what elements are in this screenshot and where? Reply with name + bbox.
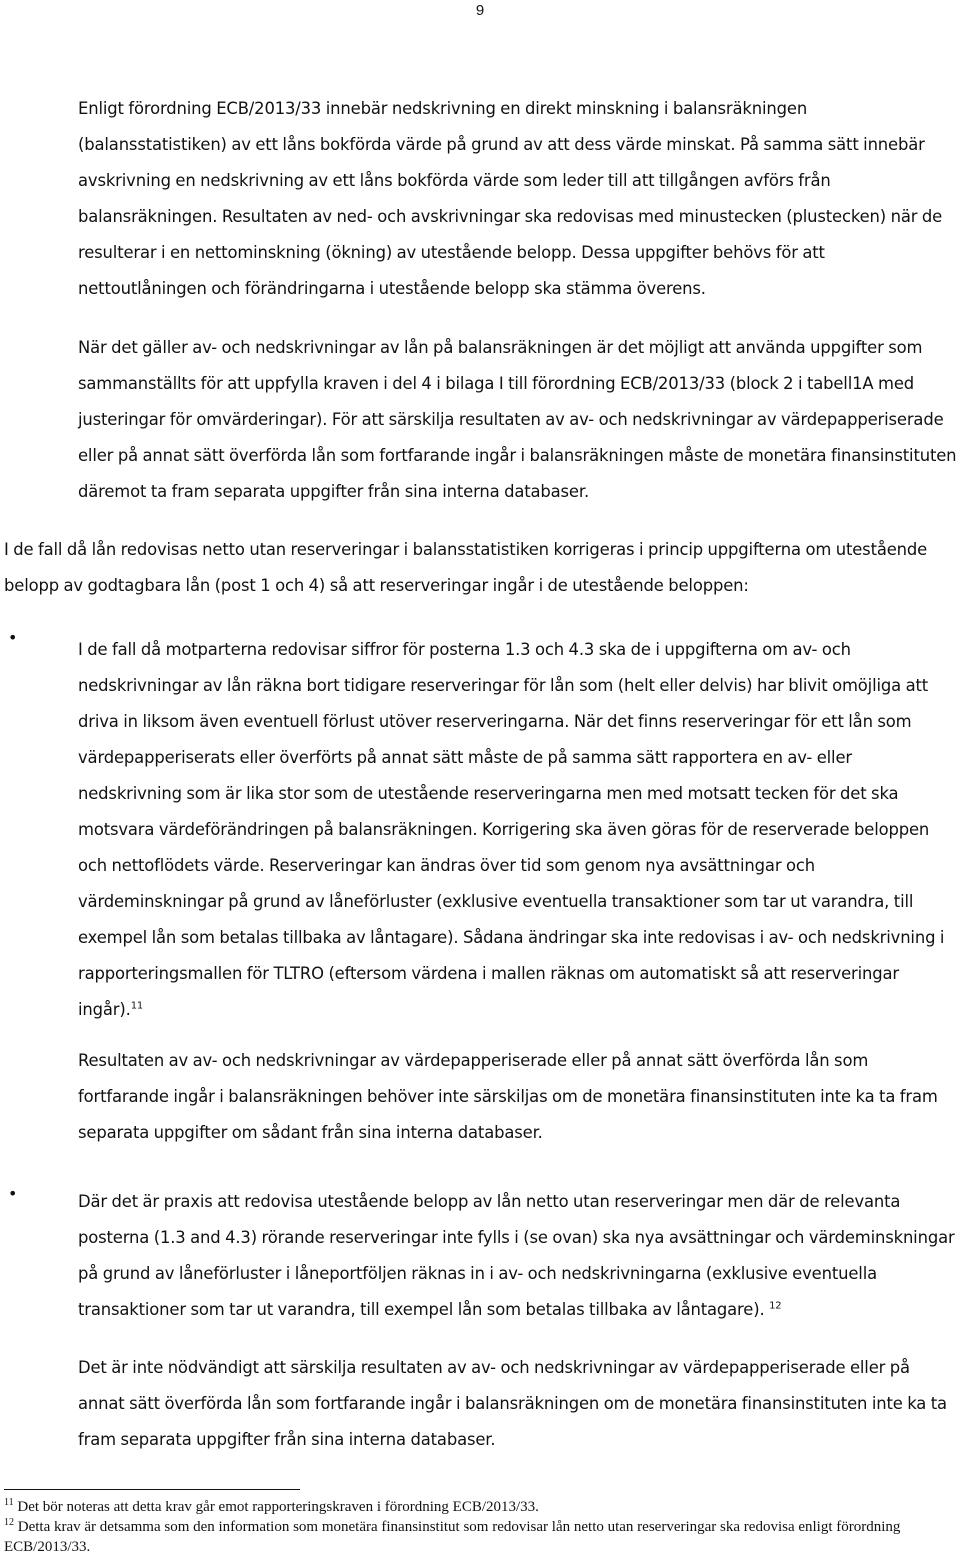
footnote-11: [4, 1497, 956, 1517]
bullet-item-1-text: I de fall då motparterna redovisar siffror för posterna 1.3 och 4.3 ska de i uppgifterna om av- och nedskrivningar av lån räkna bort tidigare reserveringar för lån som (helt eller delvis) har blivit omöjliga att driva in liksom även eventuell förlust utöver reserveringarna. När det finns reserveringar för ett lån som värdepapperiserats eller överförts på annat sätt måste de på samma sätt rapportera en av- eller nedskrivning som är lika stor som de utestående reserveringarna men med motsatt tecken för det ska motsvara värdeförändringen på balansräkningen. Korrigering ska även göras för de reserverade beloppen och nettoflödets värde. Reserveringar kan ändras över tid som genom nya avsättningar och värdeminskningar på grund av låneförluster (exklusive eventuella transaktioner som tar ut varandra, till exempel lån som betalas tillbaka av låntagare). Sådana ändringar ska inte redovisas i av- och nedskrivning i rapporteringsmallen för TLTRO (eftersom värdena i mallen räknas om automatiskt så att reserveringar ingår).: [78, 640, 945, 1019]
footnote-11-text: Det bör noteras att detta krav går emot rapporteringskraven i förordning ECB/2013/33.: [17, 1499, 539, 1515]
footnote-12: [4, 1517, 956, 1557]
bullet-item-1-subparagraph: Resultaten av av- och nedskrivningar av värdepapperiserade eller på annat sätt överförda lån som fortfarande ingår i balansräkningen behöver inte särskiljas om de monetära finansinstituten inte ka ta fram separata uppgifter om sådant från sina interna databaser.: [78, 1051, 938, 1142]
footnotes: [4, 1497, 956, 1557]
footnote-ref-11[interactable]: 11: [130, 1000, 144, 1012]
bullet-item-2-text: Där det är praxis att redovisa utestående belopp av lån netto utan reserveringar men där de relevanta posterna (1.3 and 4.3) rörande reserveringar inte fylls i (se ovan) ska nya avsättningar och värdeminskningar på grund av låneförluster i låneportföljen räknas in i av- och nedskrivningarna (exklusive eventuella transaktioner som tar ut varandra, till exempel lån som betalas tillbaka av låntagare).: [78, 1192, 955, 1319]
bullet-marker-2: •: [8, 1184, 18, 1203]
paragraph-nedskrivning-definition: Enligt förordning ECB/2013/33 innebär nedskrivning en direkt minskning i balansräkningen (balansstatistiken) av ett låns bokförda värde på grund av att dess värde minskat. På samma sätt innebär avskrivning en nedskrivning av ett låns bokförda värde som leder till att tillgången avförs från balansräkningen. Resultaten av ned- och avskrivningar ska redovisas med minustecken (plustecken) när de resulterar i en nettominskning (ökning) av utestående belopp. Dessa uppgifter behövs för att nettoutlåningen och förändringarna i utestående belopp ska stämma överens.: [78, 99, 943, 298]
bullet-marker-1: •: [8, 628, 18, 647]
bullet-item-2: [78, 1184, 958, 1328]
footnote-11-number: 11: [4, 1497, 14, 1508]
footnote-ref-12[interactable]: 12: [769, 1300, 782, 1312]
footnote-separator: [4, 1489, 300, 1490]
paragraph-av-och-nedskrivningar: När det gäller av- och nedskrivningar av lån på balansräkningen är det möjligt att använda uppgifter som sammanställts för att uppfylla kraven i del 4 i bilaga I till förordning ECB/2013/33 (block 2 i tabell1A med justeringar för omvärderingar). För att särskilja resultaten av av- och nedskrivningar av värdepapperiserade eller på annat sätt överförda lån som fortfarande ingår i balansräkningen måste de monetära finansinstituten däremot ta fram separata uppgifter från sina interna databaser.: [78, 338, 957, 501]
bullet-item-2-subparagraph: Det är inte nödvändigt att särskilja resultaten av av- och nedskrivningar av värdepapperiserade eller på annat sätt överförda lån som fortfarande ingår i balansräkningen om de monetära finansinstituten inte ka ta fram separata uppgifter från sina interna databaser.: [78, 1358, 947, 1449]
page-number: 9: [475, 2, 485, 19]
bullet-item-1: [78, 632, 958, 1028]
footnote-12-text: Detta krav är detsamma som den information som monetära finansinstitut som redovisar lån netto utan reserveringar ska redovisa enligt förordning ECB/2013/33.: [4, 1519, 901, 1555]
footnote-12-number: 12: [4, 1517, 14, 1528]
paragraph-lan-netto: I de fall då lån redovisas netto utan reserveringar i balansstatistiken korrigeras i princip uppgifterna om utestående belopp av godtagbara lån (post 1 och 4) så att reserveringar ingår i de utestående beloppen:: [4, 540, 928, 595]
